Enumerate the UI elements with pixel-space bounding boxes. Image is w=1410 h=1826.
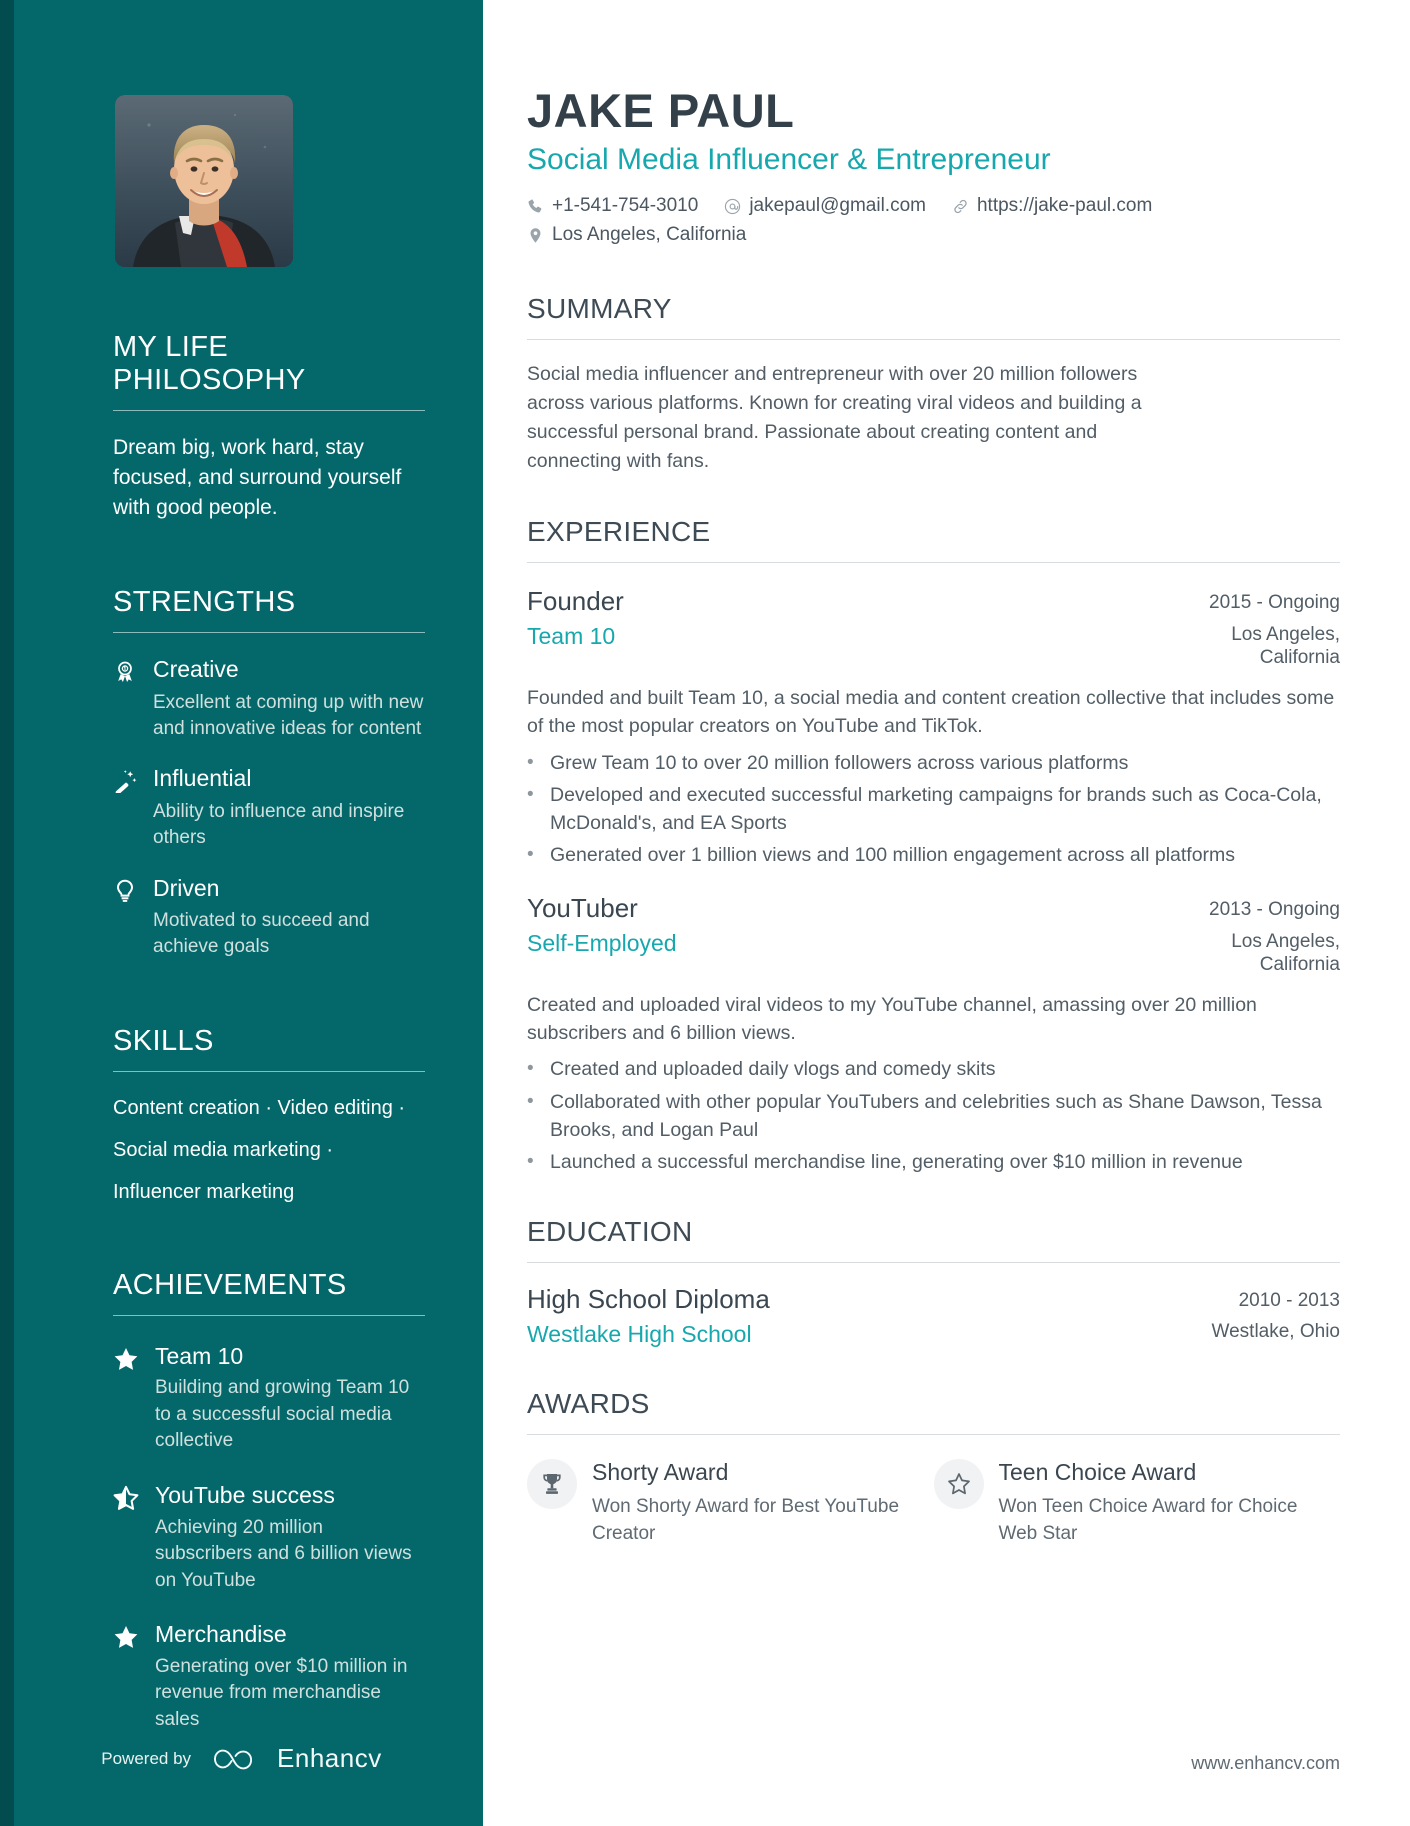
- education-degree: High School Diploma: [527, 1284, 770, 1315]
- job-bullet-text: Generated over 1 billion views and 100 million engagement across all platforms: [550, 844, 1236, 867]
- skill-line: Influencer marketing: [113, 1180, 295, 1203]
- job-bullet-text: Grew Team 10 to over 20 million followers across various platforms: [550, 751, 1129, 774]
- job-role-subtitle: Social Media Influencer & Entrepreneur: [527, 143, 1051, 177]
- strength-item: [113, 875, 425, 961]
- achievement-desc: Achieving 20 million subscribers and 6 billion views on YouTube: [155, 1516, 412, 1591]
- job-bullet: [527, 1088, 1340, 1145]
- star-outline-icon: [934, 1459, 984, 1509]
- email-icon: [724, 198, 741, 215]
- powered-by-label: Powered by: [101, 1748, 192, 1768]
- strength-item: [113, 765, 425, 851]
- divider: [113, 1315, 425, 1316]
- job-bullet-list: [527, 749, 1340, 870]
- job-bullet: [527, 749, 1340, 777]
- achievement-item: [113, 1343, 425, 1455]
- achievement-item: [113, 1621, 425, 1733]
- achievement-title: Team 10: [155, 1342, 244, 1369]
- skill-line: Content creation · Video editing ·: [113, 1096, 406, 1119]
- contact-email-text: jakepaul@gmail.com: [749, 195, 926, 217]
- skill-line: Social media marketing ·: [113, 1138, 334, 1161]
- divider: [113, 632, 425, 633]
- contact-website-text: https://jake-paul.com: [976, 195, 1153, 217]
- contact-location: [527, 224, 746, 246]
- section-summary: [527, 293, 1340, 475]
- divider: [113, 410, 425, 411]
- job-location: Los Angeles, California: [1231, 930, 1340, 975]
- section-awards: [527, 1388, 1340, 1547]
- enhancv-logo-icon: [211, 1746, 257, 1772]
- job-bullet-text: Collaborated with other popular YouTubers and celebrities such as Shane Dawson, Tessa Brooks, and Logan Paul: [550, 1090, 1322, 1141]
- divider: [113, 1071, 425, 1072]
- bullet-dot-icon: •: [527, 1090, 534, 1112]
- divider: [527, 339, 1340, 340]
- strength-title: Creative: [153, 656, 239, 683]
- job-date-range: 2015 - Ongoing: [1209, 591, 1340, 613]
- bullet-dot-icon: •: [527, 751, 534, 773]
- achievement-title: YouTube success: [155, 1481, 335, 1508]
- strength-item: [113, 656, 425, 742]
- section-heading-summary: SUMMARY: [527, 293, 672, 325]
- bullet-dot-icon: •: [527, 844, 534, 866]
- star-filled-icon: [113, 1621, 141, 1733]
- achievement-title: Merchandise: [155, 1621, 287, 1648]
- section-heading-education: EDUCATION: [527, 1216, 693, 1248]
- education-location: Westlake, Ohio: [1211, 1321, 1340, 1343]
- award-title: Teen Choice Award: [998, 1459, 1197, 1486]
- job-title: YouTuber: [527, 892, 638, 923]
- education-school: Westlake High School: [527, 1321, 752, 1348]
- job-company: Team 10: [527, 622, 616, 649]
- divider: [527, 1262, 1340, 1263]
- lightbulb-icon: [113, 875, 140, 961]
- divider: [527, 1434, 1340, 1435]
- section-heading-experience: EXPERIENCE: [527, 515, 711, 547]
- award-desc: Won Teen Choice Award for Choice Web Star: [998, 1495, 1298, 1544]
- contact-email[interactable]: [724, 195, 926, 217]
- sidebar-heading-achievements: ACHIEVEMENTS: [113, 1268, 347, 1301]
- main-content: [483, 0, 1410, 1826]
- job-date-range: 2013 - Ongoing: [1209, 898, 1340, 920]
- award-entry: [934, 1459, 1341, 1547]
- job-bullet-text: Developed and executed successful marketing campaigns for brands such as Coca-Cola, McDonald's, and EA Sports: [550, 783, 1322, 835]
- bullet-dot-icon: •: [527, 1058, 534, 1080]
- experience-entry: [527, 587, 1340, 870]
- job-summary: Founded and built Team 10, a social media and content creation collective that includes some of the most popular creators on YouTube and TikTok.: [527, 687, 1335, 738]
- skills-list: [113, 1096, 425, 1205]
- location-icon: [527, 227, 544, 244]
- award-entry: [527, 1459, 934, 1547]
- page-title: JAKE PAUL: [527, 84, 795, 137]
- job-bullet: [527, 1148, 1340, 1176]
- job-bullet-text: Created and uploaded daily vlogs and comedy skits: [550, 1058, 996, 1081]
- philosophy-text: Dream big, work hard, stay focused, and surround yourself with good people.: [113, 436, 402, 519]
- strength-title: Driven: [153, 874, 220, 901]
- award-title: Shorty Award: [592, 1459, 729, 1486]
- website-footer: www.enhancv.com: [1191, 1753, 1340, 1773]
- strength-desc: Motivated to succeed and achieve goals: [153, 910, 370, 958]
- job-title: Founder: [527, 585, 624, 616]
- star-filled-icon: [113, 1343, 141, 1455]
- link-icon: [952, 198, 969, 215]
- bullet-dot-icon: •: [527, 783, 534, 805]
- phone-icon: [527, 198, 544, 215]
- magic-wand-icon: [113, 765, 140, 851]
- summary-text: Social media influencer and entrepreneur with over 20 million followers across various platforms. Known for creating viral videos and building a successful personal brand. Passionate about creating content and connecting with fans.: [527, 363, 1142, 472]
- contact-phone[interactable]: [527, 195, 698, 217]
- education-date-range: 2010 - 2013: [1238, 1290, 1340, 1312]
- strength-title: Influential: [153, 765, 252, 792]
- sidebar-heading-philosophy: MY LIFE PHILOSOPHY: [113, 331, 306, 396]
- experience-entry: [527, 894, 1340, 1177]
- trophy-icon: [527, 1459, 577, 1509]
- achievement-desc: Building and growing Team 10 to a successful social media collective: [155, 1377, 410, 1452]
- avatar: [115, 95, 293, 267]
- award-desc: Won Shorty Award for Best YouTube Creator: [592, 1495, 900, 1544]
- star-half-icon: [113, 1482, 141, 1594]
- award-ribbon-icon: [113, 656, 140, 742]
- strength-desc: Excellent at coming up with new and innovative ideas for content: [153, 692, 424, 740]
- job-bullet: [527, 841, 1340, 869]
- contact-location-text: Los Angeles, California: [552, 224, 747, 246]
- contact-phone-text: +1-541-754-3010: [552, 195, 699, 217]
- achievement-item: [113, 1482, 425, 1594]
- job-bullet-list: [527, 1055, 1340, 1176]
- sidebar: [0, 0, 483, 1826]
- powered-by-footer: [0, 1743, 483, 1774]
- sidebar-heading-skills: SKILLS: [113, 1024, 214, 1057]
- section-experience: [527, 516, 1340, 1177]
- job-summary: Created and uploaded viral videos to my YouTube channel, amassing over 20 million subscribers and 6 billion views.: [527, 993, 1257, 1045]
- contact-website[interactable]: [952, 195, 1152, 217]
- job-bullet: [527, 1055, 1340, 1083]
- achievement-desc: Generating over $10 million in revenue from merchandise sales: [155, 1655, 408, 1731]
- job-location: Los Angeles, California: [1231, 623, 1340, 668]
- section-heading-awards: AWARDS: [527, 1388, 650, 1420]
- enhancv-brand-name: Enhancv: [277, 1743, 382, 1773]
- strength-desc: Ability to influence and inspire others: [153, 801, 405, 849]
- education-entry: [527, 1285, 1340, 1348]
- divider: [527, 562, 1340, 563]
- contact-info: [527, 195, 1340, 253]
- bullet-dot-icon: •: [527, 1151, 534, 1173]
- job-bullet-text: Launched a successful merchandise line, generating over $10 million in revenue: [550, 1151, 1243, 1174]
- job-company: Self-Employed: [527, 929, 677, 956]
- job-bullet: [527, 781, 1340, 838]
- section-education: [527, 1216, 1340, 1348]
- sidebar-heading-strengths: STRENGTHS: [113, 586, 296, 619]
